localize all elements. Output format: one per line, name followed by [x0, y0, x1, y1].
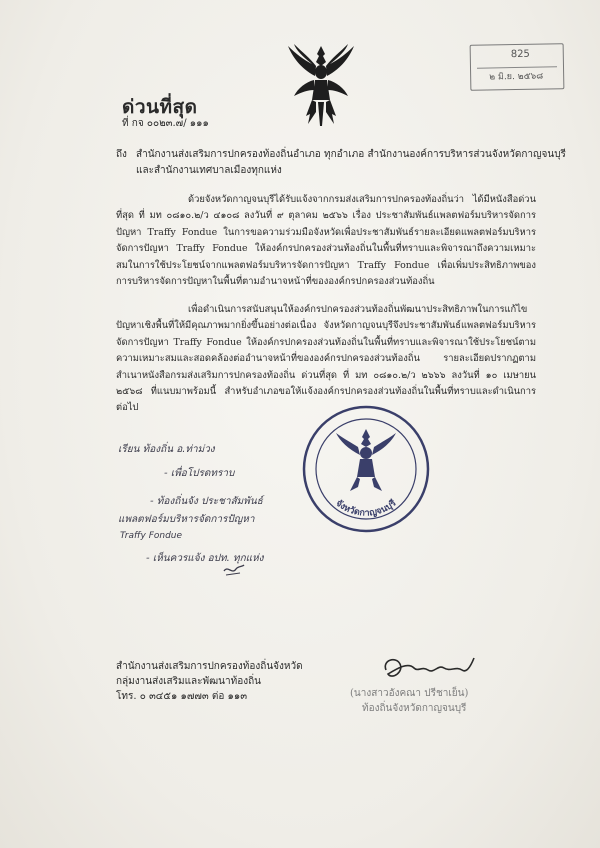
recipient-line-1: สำนักงานส่งเสริมการปกครองท้องถิ่นอำเภอ ทุกอำเภอ สำนักงานองค์การบริหารส่วนจังหวัดกาญจนบุรี — [136, 149, 566, 160]
reference-number: ที่ กจ ๐๐๒๓.๗/ ๑๑๑ — [122, 118, 209, 129]
handwritten-initial-icon — [222, 563, 246, 577]
received-number: 825 — [510, 48, 530, 61]
urgency-heading: ด่วนที่สุด — [122, 96, 198, 118]
sender-group: กลุ่มงานส่งเสริมและพัฒนาท้องถิ่น — [116, 676, 261, 687]
garuda-emblem-icon — [286, 42, 356, 128]
provincial-seal-icon — [300, 403, 432, 535]
body-paragraph-2: เพื่อดำเนินการสนับสนุนให้องค์กรปกครองส่วนท้องถิ่นพัฒนาประสิทธิภาพในการแก้ไขปัญหาเชิงพื้นที่ให้มีคุณภาพมากยิ่งขึ้นอย่างต่อเนื่อง จังหวัดกาญจนบุรีจึงประชาสัมพันธ์แพลตฟอร์มบริหารจัดการปัญหา Traffy Fondue ให้องค์กรปกครองส่วนท้องถิ่นในพื้นที่ทราบและพิจารณาใช้ประโยชน์ตามความเหมาะสมและสอดคล้องต่ออำนาจหน้าที่ขององค์กรปกครองส่วนท้องถิ่น รายละเอียดปรากฏตามสำเนาหนังสือกรมส่งเสริมการปกครองท้องถิ่น ด่วนที่สุด ที่ มท ๐๘๑๐.๒/ว ๒๖๖๖ ลงวันที่ ๑๐ เมษายน ๒๕๖๘ ที่แนบมาพร้อมนี้ สำหรับอำเภอขอให้แจ้งองค์กรปกครองส่วนท้องถิ่นในพื้นที่ทราบและดำเนินการต่อไป — [116, 304, 536, 414]
recipient-line-2: และสำนักงานเทศบาลเมืองทุกแห่ง — [136, 165, 282, 176]
signer-name: (นางสาวอังคณา ปรีชาเย็น) — [350, 688, 469, 699]
handwritten-note-6: - เห็นควรแจ้ง อปท. ทุกแห่ง — [146, 553, 264, 564]
received-date: ๒ มิ.ย. ๒๕๖๘ — [489, 71, 544, 83]
to-label: ถึง — [116, 149, 127, 160]
received-stamp — [470, 43, 565, 91]
handwritten-note-2: - เพื่อโปรดทราบ — [164, 468, 235, 479]
handwritten-note-4: แพลตฟอร์มบริหารจัดการปัญหา — [118, 514, 255, 525]
handwritten-note-5: Traffy Fondue — [120, 531, 183, 541]
handwritten-note-1: เรียน ท้องถิ่น อ.ท่าม่วง — [118, 444, 215, 455]
signature-icon — [378, 650, 480, 688]
handwritten-note-3: - ท้องถิ่นจัง ประชาสัมพันธ์ — [150, 496, 263, 507]
body-paragraph-1: ด้วยจังหวัดกาญจนบุรีได้รับแจ้งจากกรมส่งเสริมการปกครองท้องถิ่นว่า ได้มีหนังสือด่วนที่สุด ที่ มท ๐๘๑๐.๒/ว ๔๑๐๘ ลงวันที่ ๙ ตุลาคม ๒๕๖๖ เรื่อง ประชาสัมพันธ์แพลตฟอร์มบริหารจัดการปัญหา Traffy Fondue ในการขอความร่วมมือจังหวัดเพื่อประชาสัมพันธ์รายละเอียดแพลตฟอร์มบริหารจัดการปัญหา Traffy Fondue ให้องค์กรปกครองส่วนท้องถิ่นในพื้นที่ทราบและพิจารณาถึงความเหมาะสมในการใช้ประโยชน์จากแพลตฟอร์มบริหารจัดการปัญหา Traffy Fondue เพื่อเพิ่มประสิทธิภาพของการบริหารจัดการปัญหาในพื้นที่ตามอำนาจหน้าที่ขององค์กรปกครองส่วนท้องถิ่น — [116, 194, 536, 288]
sender-office: สำนักงานส่งเสริมการปกครองท้องถิ่นจังหวัด — [116, 661, 303, 672]
signer-title: ท้องถิ่นจังหวัดกาญจนบุรี — [362, 703, 467, 714]
sender-phone: โทร. ๐ ๓๔๕๑ ๑๗๗๓ ต่อ ๑๑๓ — [116, 691, 248, 702]
seal-text: จังหวัดกาญจนบุรี — [333, 498, 399, 519]
